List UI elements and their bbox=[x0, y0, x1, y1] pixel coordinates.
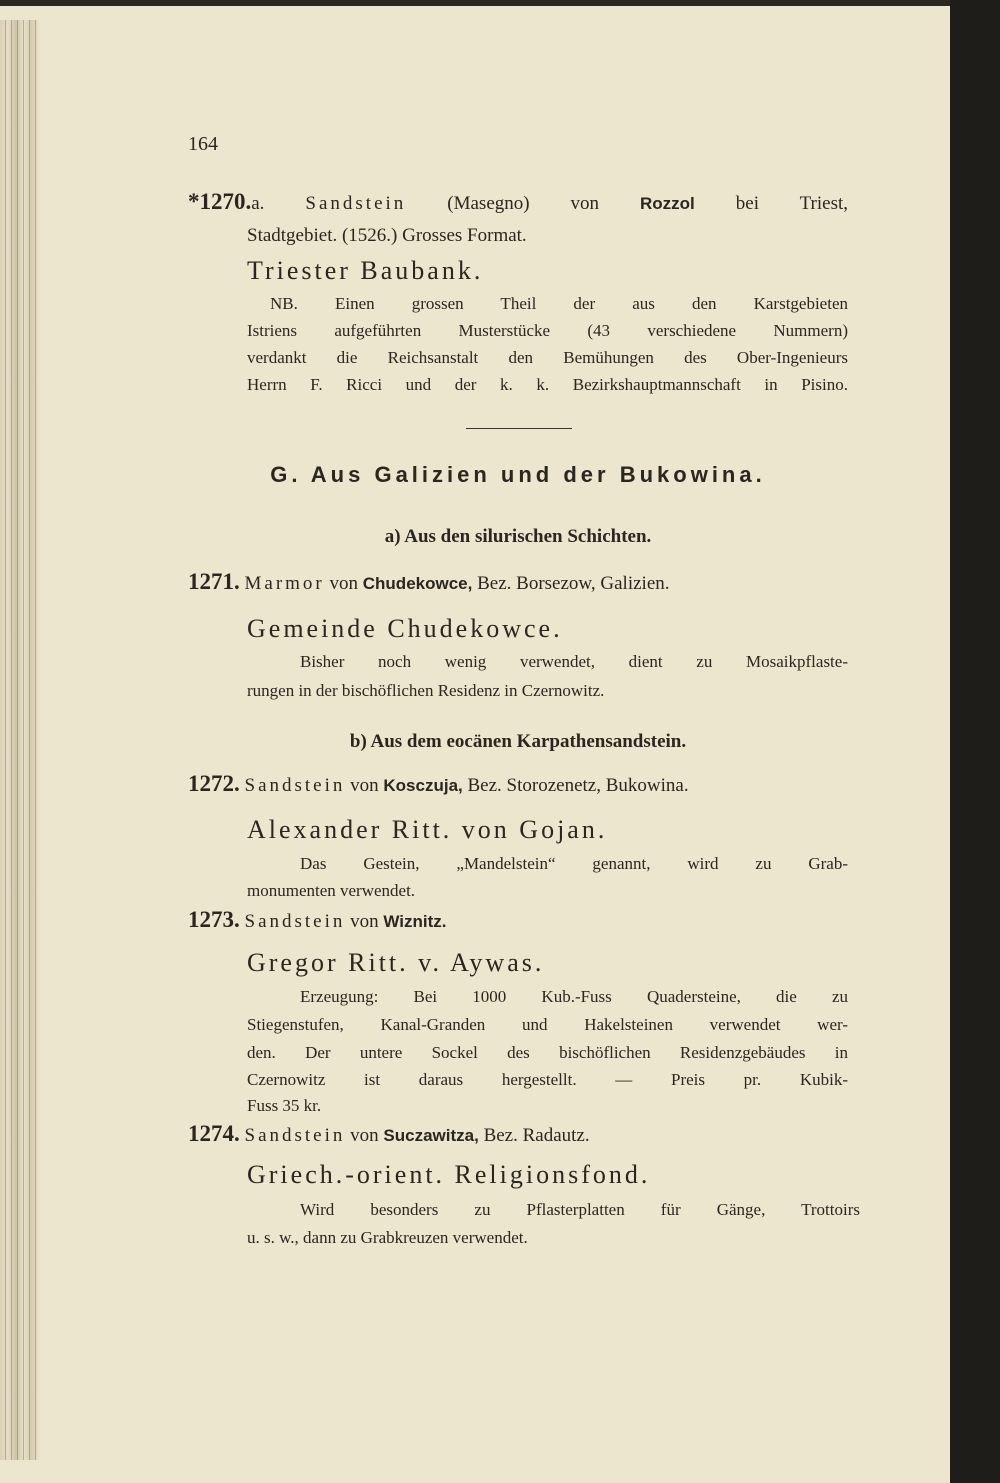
material: Marmor bbox=[244, 573, 325, 594]
entry-1273-heading bbox=[188, 908, 848, 934]
entry-text: Bez. Radautz. bbox=[483, 1125, 590, 1146]
place: Kosczuja, bbox=[383, 776, 463, 795]
place: Suczawitza, bbox=[383, 1126, 479, 1145]
material: Sandstein bbox=[244, 911, 346, 932]
entry-1270-heading bbox=[188, 190, 848, 216]
material: Sandstein bbox=[244, 1125, 346, 1146]
section-title: G. Aus Galizien und der Bukowina. bbox=[270, 462, 766, 487]
page-number: 164 bbox=[188, 133, 218, 155]
note-line: Herrn F. Ricci und der k. k. Bezirkshauptmannschaft in Pisino. bbox=[247, 375, 848, 394]
entry-text: Bez. Borsezow, Galizien. bbox=[477, 573, 670, 594]
note-line: Istriens aufgeführten Musterstücke (43 verschiedene Nummern) bbox=[247, 321, 848, 340]
entry-text: (Masegno) von bbox=[447, 193, 600, 214]
exhibitor: Gemeinde Chudekowce. bbox=[247, 614, 563, 643]
page-stack-edge bbox=[0, 20, 40, 1460]
note-line: Bisher noch wenig verwendet, dient zu Mosaikpflaste- bbox=[300, 652, 848, 671]
note-line: Das Gestein, „Mandelstein“ genannt, wird zu Grab- bbox=[300, 854, 848, 873]
entry-number: 1273. bbox=[188, 907, 240, 932]
exhibitor: Griech.-orient. Religionsfond. bbox=[247, 1160, 651, 1189]
entry-text: von bbox=[350, 775, 379, 796]
place: Chudekowce, bbox=[362, 574, 473, 593]
note-line: Erzeugung: Bei 1000 Kub.-Fuss Quadersteine, die zu bbox=[300, 987, 848, 1006]
note-line: verdankt die Reichsanstalt den Bemühungen des Ober-Ingenieurs bbox=[247, 348, 848, 367]
entry-text: von bbox=[350, 911, 379, 932]
note-line: Fuss 35 kr. bbox=[247, 1096, 322, 1115]
entry-text: von bbox=[329, 573, 359, 594]
entry-text: von bbox=[350, 1125, 379, 1146]
entry-1270-line2: Stadtgebiet. (1526.) Grosses Format. bbox=[247, 225, 527, 246]
note-line: Stiegenstufen, Kanal-Granden und Hakelsteinen verwendet wer- bbox=[247, 1015, 848, 1034]
entry-text: Bez. Storozenetz, Bukowina. bbox=[467, 775, 689, 796]
place: Wiznitz. bbox=[383, 912, 447, 931]
subsection-title: b) Aus dem eocänen Karpathensandstein. bbox=[349, 731, 687, 752]
material: Sandstein bbox=[305, 193, 407, 214]
entry-number: 1272. bbox=[188, 771, 240, 796]
entry-1272-heading bbox=[188, 772, 848, 798]
note-line: Czernowitz ist daraus hergestellt. — Preis pr. Kubik- bbox=[247, 1070, 848, 1089]
place: Rozzol bbox=[640, 194, 695, 213]
scan-background bbox=[950, 0, 1000, 1483]
exhibitor: Triester Baubank. bbox=[247, 256, 484, 285]
note-line: Wird besonders zu Pflasterplatten für Gänge, Trottoirs bbox=[300, 1200, 860, 1219]
entry-number: 1271. bbox=[188, 569, 240, 594]
entry-suffix: a. bbox=[251, 193, 265, 214]
entry-number: *1270. bbox=[188, 189, 252, 214]
entry-number: 1274. bbox=[188, 1121, 240, 1146]
divider bbox=[466, 428, 572, 429]
entry-text: bei Triest, bbox=[735, 193, 849, 214]
note-line: monumenten verwendet. bbox=[247, 881, 416, 900]
exhibitor: Alexander Ritt. von Gojan. bbox=[247, 815, 608, 844]
note-line: rungen in der bischöflichen Residenz in Czernowitz. bbox=[247, 681, 605, 700]
entry-1271-heading bbox=[188, 570, 848, 596]
note-line: NB. Einen grossen Theil der aus den Karstgebieten bbox=[270, 294, 848, 313]
entry-1274-heading bbox=[188, 1122, 848, 1148]
note-line: u. s. w., dann zu Grabkreuzen verwendet. bbox=[247, 1228, 528, 1247]
note-line: den. Der untere Sockel des bischöflichen Residenzgebäudes in bbox=[247, 1043, 848, 1062]
subsection-title: a) Aus den silurischen Schichten. bbox=[384, 526, 652, 547]
material: Sandstein bbox=[244, 775, 346, 796]
exhibitor: Gregor Ritt. v. Aywas. bbox=[247, 948, 545, 977]
